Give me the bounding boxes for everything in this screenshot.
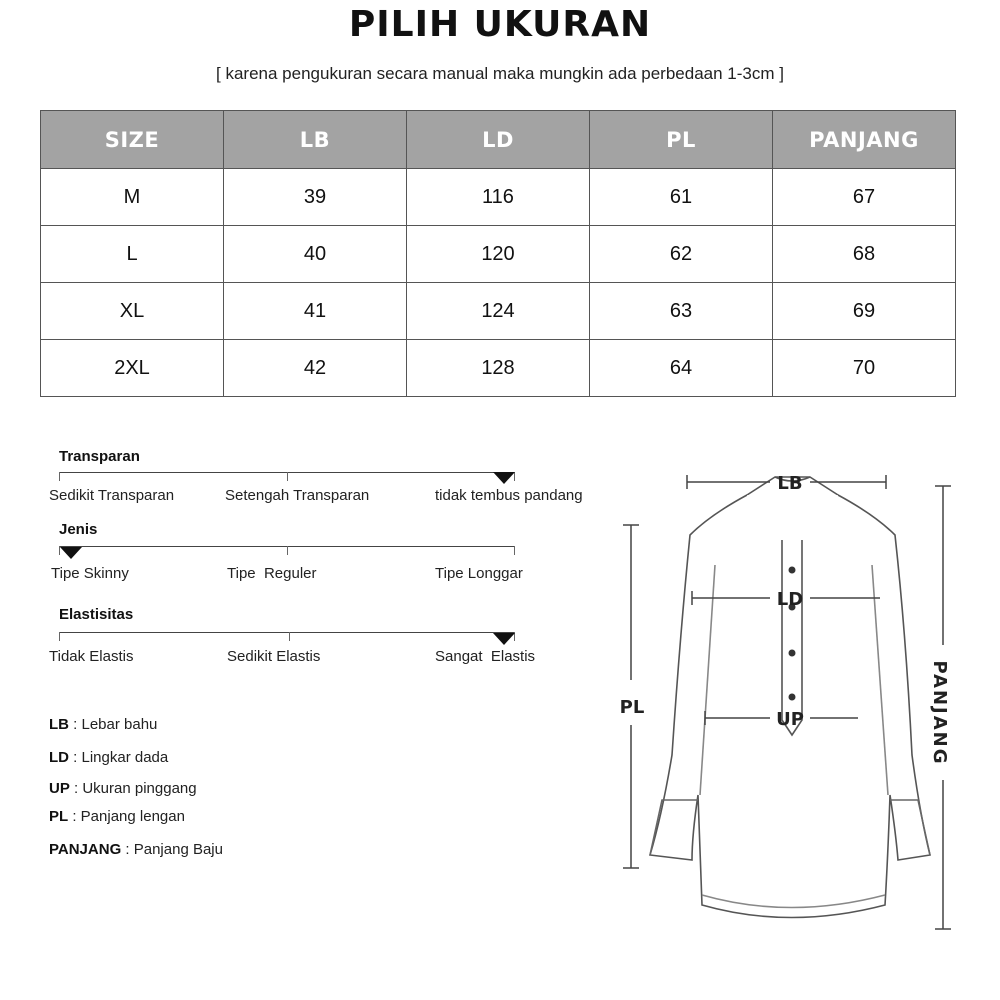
jenis-selected-marker-icon xyxy=(60,547,82,559)
legend-item xyxy=(49,780,197,797)
page-subtitle: [ karena pengukuran secara manual maka mungkin ada perbedaan 1-3cm ] xyxy=(216,64,784,83)
table-cell: 63 xyxy=(590,283,773,340)
legend-item xyxy=(49,841,223,858)
elastisitas-selected-marker-icon xyxy=(493,633,515,645)
table-header-row xyxy=(41,111,956,169)
shirt-measurement-diagram xyxy=(610,455,980,945)
elastisitas-title: Elastisitas xyxy=(59,606,134,623)
table-row xyxy=(41,226,956,283)
legend-desc: : Panjang Baju xyxy=(121,841,223,858)
table-cell: 116 xyxy=(407,169,590,226)
legend-abbr: UP xyxy=(49,780,70,797)
transparan-option-2: Setengah Transparan xyxy=(225,487,370,504)
table-row xyxy=(41,340,956,397)
table-row xyxy=(41,169,956,226)
table-cell: 62 xyxy=(590,226,773,283)
up-label: UP xyxy=(776,709,804,730)
scale-tick xyxy=(514,546,515,555)
table-cell: 124 xyxy=(407,283,590,340)
column-header-ld: LD xyxy=(407,111,590,169)
table-cell: 42 xyxy=(224,340,407,397)
jenis-title: Jenis xyxy=(59,521,98,538)
table-cell: 128 xyxy=(407,340,590,397)
table-row xyxy=(41,283,956,340)
scale-tick xyxy=(59,632,60,641)
legend-abbr: PL xyxy=(49,808,69,825)
table-cell: 120 xyxy=(407,226,590,283)
legend-desc: : Lingkar dada xyxy=(69,749,169,766)
column-header-pl: PL xyxy=(590,111,773,169)
column-header-size: SIZE xyxy=(41,111,224,169)
transparan-option-1: Sedikit Transparan xyxy=(49,487,175,504)
pl-label: PL xyxy=(619,697,645,718)
column-header-lb: LB xyxy=(224,111,407,169)
lb-label: LB xyxy=(777,473,803,494)
jenis-option-3: Tipe Longgar xyxy=(435,565,523,582)
table-cell: 39 xyxy=(224,169,407,226)
transparan-option-3: tidak tembus pandang xyxy=(435,487,583,504)
legend-desc: : Panjang lengan xyxy=(68,808,185,825)
table-cell: 40 xyxy=(224,226,407,283)
table-cell: M xyxy=(41,169,224,226)
scale-tick xyxy=(289,632,290,641)
page-title: PILIH UKURAN xyxy=(348,4,652,45)
table-cell: 64 xyxy=(590,340,773,397)
table-cell: L xyxy=(41,226,224,283)
transparan-title: Transparan xyxy=(59,448,140,465)
table-cell: 69 xyxy=(773,283,956,340)
legend-desc: : Ukuran pinggang xyxy=(69,780,197,797)
table-cell: 61 xyxy=(590,169,773,226)
table-cell: 41 xyxy=(224,283,407,340)
legend-abbr: LD xyxy=(49,749,69,766)
table-cell: XL xyxy=(41,283,224,340)
legend-item xyxy=(49,749,168,766)
elastisitas-scale-line xyxy=(59,632,515,633)
panjang-label: PANJANG xyxy=(929,660,950,766)
elastisitas-option-2: Sedikit Elastis xyxy=(227,648,321,665)
jenis-option-1: Tipe Skinny xyxy=(51,565,129,582)
jenis-option-2: Tipe Reguler xyxy=(227,565,317,582)
column-header-panjang: PANJANG xyxy=(773,111,956,169)
elastisitas-option-1: Tidak Elastis xyxy=(49,648,134,665)
scale-tick xyxy=(59,472,60,481)
ld-label: LD xyxy=(776,589,804,610)
legend-abbr: PANJANG xyxy=(49,841,122,858)
legend-desc: : Lebar bahu xyxy=(69,716,158,733)
legend-item xyxy=(49,808,185,825)
scale-tick xyxy=(287,472,288,481)
transparan-selected-marker-icon xyxy=(493,472,515,484)
scale-tick xyxy=(287,546,288,555)
legend-item xyxy=(49,716,157,733)
table-cell: 67 xyxy=(773,169,956,226)
table-cell: 2XL xyxy=(41,340,224,397)
elastisitas-option-3: Sangat Elastis xyxy=(435,648,536,665)
legend-abbr: LB xyxy=(49,716,69,733)
table-cell: 68 xyxy=(773,226,956,283)
size-table xyxy=(40,110,956,397)
table-cell: 70 xyxy=(773,340,956,397)
